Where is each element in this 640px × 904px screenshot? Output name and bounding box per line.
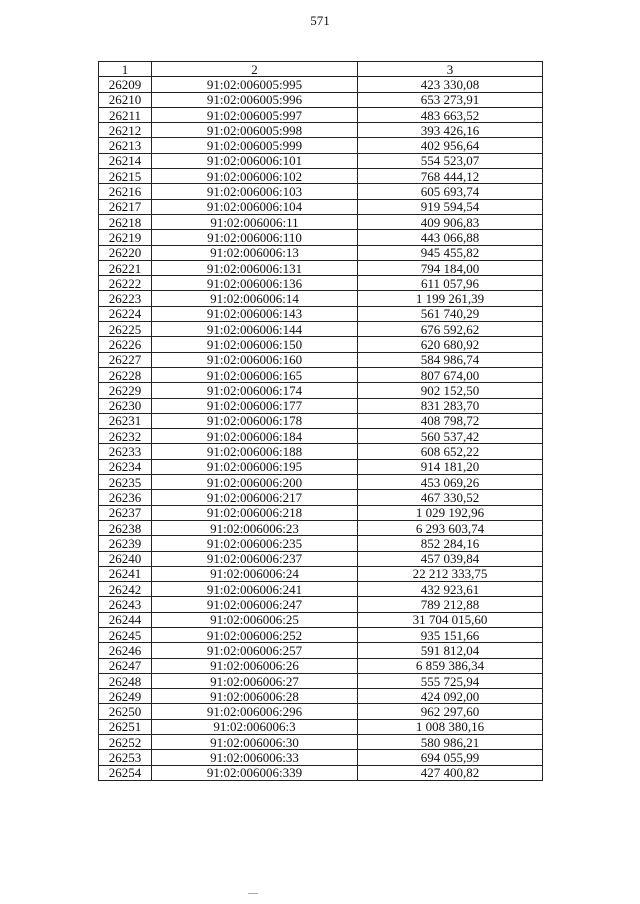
cadastral-number-cell: 91:02:006006:13	[152, 245, 358, 260]
cadastral-number-cell: 91:02:006006:218	[152, 505, 358, 520]
table-row	[99, 230, 543, 245]
table-row	[99, 689, 543, 704]
table-row	[99, 367, 543, 382]
cadastral-number-cell: 91:02:006006:102	[152, 169, 358, 184]
cadastral-number-cell: 91:02:006006:110	[152, 230, 358, 245]
value-cell: 6 293 603,74	[358, 520, 543, 535]
value-cell: 919 594,54	[358, 199, 543, 214]
row-number-cell: 26224	[99, 306, 152, 321]
cadastral-number-cell: 91:02:006006:177	[152, 398, 358, 413]
row-number-cell: 26245	[99, 627, 152, 642]
row-number-cell: 26210	[99, 92, 152, 107]
value-cell: 22 212 333,75	[358, 566, 543, 581]
table-row	[99, 123, 543, 138]
value-cell: 561 740,29	[358, 306, 543, 321]
value-cell: 852 284,16	[358, 536, 543, 551]
table-row	[99, 413, 543, 428]
cadastral-number-cell: 91:02:006005:997	[152, 107, 358, 122]
table-row	[99, 490, 543, 505]
cadastral-number-cell: 91:02:006006:188	[152, 444, 358, 459]
value-cell: 620 680,92	[358, 337, 543, 352]
cadastral-number-cell: 91:02:006006:136	[152, 276, 358, 291]
table-row	[99, 77, 543, 92]
row-number-cell: 26209	[99, 77, 152, 92]
row-number-cell: 26233	[99, 444, 152, 459]
value-cell: 914 181,20	[358, 459, 543, 474]
table-row	[99, 459, 543, 474]
cadastral-number-cell: 91:02:006006:104	[152, 199, 358, 214]
row-number-cell: 26220	[99, 245, 152, 260]
table-row	[99, 429, 543, 444]
table-row	[99, 505, 543, 520]
row-number-cell: 26213	[99, 138, 152, 153]
table-row	[99, 107, 543, 122]
value-cell: 962 297,60	[358, 704, 543, 719]
row-number-cell: 26247	[99, 658, 152, 673]
cadastral-number-cell: 91:02:006005:999	[152, 138, 358, 153]
cadastral-number-cell: 91:02:006006:144	[152, 322, 358, 337]
cadastral-number-cell: 91:02:006005:996	[152, 92, 358, 107]
row-number-cell: 26235	[99, 475, 152, 490]
value-cell: 408 798,72	[358, 413, 543, 428]
value-cell: 945 455,82	[358, 245, 543, 260]
table-row	[99, 673, 543, 688]
table-row	[99, 276, 543, 291]
value-cell: 31 704 015,60	[358, 612, 543, 627]
value-cell: 935 151,66	[358, 627, 543, 642]
row-number-cell: 26239	[99, 536, 152, 551]
row-number-cell: 26218	[99, 214, 152, 229]
table-row	[99, 245, 543, 260]
row-number-cell: 26230	[99, 398, 152, 413]
page-number: 571	[310, 13, 330, 28]
cadastral-number-cell: 91:02:006006:11	[152, 214, 358, 229]
value-cell: 608 652,22	[358, 444, 543, 459]
row-number-cell: 26211	[99, 107, 152, 122]
row-number-cell: 26246	[99, 643, 152, 658]
table-row	[99, 214, 543, 229]
row-number-cell: 26243	[99, 597, 152, 612]
table-row	[99, 643, 543, 658]
cadastral-number-cell: 91:02:006006:30	[152, 735, 358, 750]
table-row	[99, 337, 543, 352]
table-row	[99, 750, 543, 765]
cadastral-number-cell: 91:02:006006:103	[152, 184, 358, 199]
table-row	[99, 153, 543, 168]
row-number-cell: 26223	[99, 291, 152, 306]
row-number-cell: 26253	[99, 750, 152, 765]
row-number-cell: 26244	[99, 612, 152, 627]
table-row	[99, 138, 543, 153]
table-row	[99, 322, 543, 337]
value-cell: 794 184,00	[358, 260, 543, 275]
cadastral-number-cell: 91:02:006006:33	[152, 750, 358, 765]
table-row	[99, 291, 543, 306]
row-number-cell: 26234	[99, 459, 152, 474]
value-cell: 653 273,91	[358, 92, 543, 107]
table-row	[99, 719, 543, 734]
table-row	[99, 383, 543, 398]
row-number-cell: 26231	[99, 413, 152, 428]
column-header-2: 2	[152, 62, 358, 77]
cadastral-number-cell: 91:02:006006:247	[152, 597, 358, 612]
cadastral-number-cell: 91:02:006006:23	[152, 520, 358, 535]
value-cell: 1 029 192,96	[358, 505, 543, 520]
row-number-cell: 26254	[99, 765, 152, 780]
value-cell: 6 859 386,34	[358, 658, 543, 673]
value-cell: 611 057,96	[358, 276, 543, 291]
value-cell: 432 923,61	[358, 582, 543, 597]
value-cell: 393 426,16	[358, 123, 543, 138]
cadastral-number-cell: 91:02:006006:14	[152, 291, 358, 306]
row-number-cell: 26212	[99, 123, 152, 138]
row-number-cell: 26236	[99, 490, 152, 505]
table-row	[99, 582, 543, 597]
row-number-cell: 26251	[99, 719, 152, 734]
table-row	[99, 658, 543, 673]
value-cell: 789 212,88	[358, 597, 543, 612]
cadastral-number-cell: 91:02:006006:178	[152, 413, 358, 428]
cadastral-number-cell: 91:02:006006:339	[152, 765, 358, 780]
row-number-cell: 26229	[99, 383, 152, 398]
cadastral-number-cell: 91:02:006006:235	[152, 536, 358, 551]
value-cell: 768 444,12	[358, 169, 543, 184]
row-number-cell: 26225	[99, 322, 152, 337]
cadastral-number-cell: 91:02:006006:143	[152, 306, 358, 321]
column-header-3: 3	[358, 62, 543, 77]
row-number-cell: 26237	[99, 505, 152, 520]
value-cell: 483 663,52	[358, 107, 543, 122]
table-row	[99, 184, 543, 199]
value-cell: 555 725,94	[358, 673, 543, 688]
table-header-row	[99, 62, 543, 77]
cadastral-number-cell: 91:02:006005:998	[152, 123, 358, 138]
row-number-cell: 26227	[99, 352, 152, 367]
table-row	[99, 92, 543, 107]
value-cell: 831 283,70	[358, 398, 543, 413]
row-number-cell: 26249	[99, 689, 152, 704]
cadastral-number-cell: 91:02:006005:995	[152, 77, 358, 92]
cadastral-number-cell: 91:02:006006:241	[152, 582, 358, 597]
cadastral-value-table	[98, 61, 543, 781]
table-row	[99, 627, 543, 642]
value-cell: 409 906,83	[358, 214, 543, 229]
table-row	[99, 475, 543, 490]
row-number-cell: 26238	[99, 520, 152, 535]
value-cell: 580 986,21	[358, 735, 543, 750]
cadastral-number-cell: 91:02:006006:24	[152, 566, 358, 581]
cadastral-number-cell: 91:02:006006:200	[152, 475, 358, 490]
row-number-cell: 26252	[99, 735, 152, 750]
value-cell: 584 986,74	[358, 352, 543, 367]
row-number-cell: 26240	[99, 551, 152, 566]
table-row	[99, 306, 543, 321]
row-number-cell: 26228	[99, 367, 152, 382]
table-row	[99, 398, 543, 413]
value-cell: 807 674,00	[358, 367, 543, 382]
table-row	[99, 199, 543, 214]
value-cell: 467 330,52	[358, 490, 543, 505]
value-cell: 427 400,82	[358, 765, 543, 780]
value-cell: 1 008 380,16	[358, 719, 543, 734]
table-row	[99, 735, 543, 750]
cadastral-number-cell: 91:02:006006:25	[152, 612, 358, 627]
cadastral-number-cell: 91:02:006006:150	[152, 337, 358, 352]
value-cell: 453 069,26	[358, 475, 543, 490]
table-row	[99, 597, 543, 612]
value-cell: 605 693,74	[358, 184, 543, 199]
cadastral-number-cell: 91:02:006006:237	[152, 551, 358, 566]
table-row	[99, 612, 543, 627]
table-row	[99, 551, 543, 566]
cadastral-number-cell: 91:02:006006:252	[152, 627, 358, 642]
value-cell: 902 152,50	[358, 383, 543, 398]
scan-mark	[248, 893, 258, 894]
row-number-cell: 26216	[99, 184, 152, 199]
table-row	[99, 352, 543, 367]
value-cell: 560 537,42	[358, 429, 543, 444]
cadastral-number-cell: 91:02:006006:27	[152, 673, 358, 688]
table-row	[99, 704, 543, 719]
cadastral-number-cell: 91:02:006006:3	[152, 719, 358, 734]
value-cell: 443 066,88	[358, 230, 543, 245]
value-cell: 554 523,07	[358, 153, 543, 168]
row-number-cell: 26215	[99, 169, 152, 184]
row-number-cell: 26226	[99, 337, 152, 352]
row-number-cell: 26250	[99, 704, 152, 719]
value-cell: 423 330,08	[358, 77, 543, 92]
row-number-cell: 26222	[99, 276, 152, 291]
cadastral-number-cell: 91:02:006006:257	[152, 643, 358, 658]
table-row	[99, 260, 543, 275]
cadastral-number-cell: 91:02:006006:296	[152, 704, 358, 719]
row-number-cell: 26217	[99, 199, 152, 214]
table-row	[99, 444, 543, 459]
table-row	[99, 169, 543, 184]
cadastral-number-cell: 91:02:006006:174	[152, 383, 358, 398]
cadastral-number-cell: 91:02:006006:184	[152, 429, 358, 444]
table-row	[99, 765, 543, 780]
cadastral-number-cell: 91:02:006006:195	[152, 459, 358, 474]
row-number-cell: 26248	[99, 673, 152, 688]
table-row	[99, 536, 543, 551]
row-number-cell: 26232	[99, 429, 152, 444]
value-cell: 457 039,84	[358, 551, 543, 566]
cadastral-number-cell: 91:02:006006:101	[152, 153, 358, 168]
value-cell: 591 812,04	[358, 643, 543, 658]
row-number-cell: 26242	[99, 582, 152, 597]
column-header-1: 1	[99, 62, 152, 77]
value-cell: 1 199 261,39	[358, 291, 543, 306]
cadastral-number-cell: 91:02:006006:26	[152, 658, 358, 673]
value-cell: 694 055,99	[358, 750, 543, 765]
value-cell: 676 592,62	[358, 322, 543, 337]
table-row	[99, 520, 543, 535]
table-body	[99, 77, 543, 781]
cadastral-number-cell: 91:02:006006:217	[152, 490, 358, 505]
cadastral-number-cell: 91:02:006006:165	[152, 367, 358, 382]
row-number-cell: 26214	[99, 153, 152, 168]
cadastral-number-cell: 91:02:006006:160	[152, 352, 358, 367]
table-row	[99, 566, 543, 581]
value-cell: 424 092,00	[358, 689, 543, 704]
cadastral-number-cell: 91:02:006006:28	[152, 689, 358, 704]
value-cell: 402 956,64	[358, 138, 543, 153]
cadastral-number-cell: 91:02:006006:131	[152, 260, 358, 275]
row-number-cell: 26219	[99, 230, 152, 245]
row-number-cell: 26221	[99, 260, 152, 275]
row-number-cell: 26241	[99, 566, 152, 581]
